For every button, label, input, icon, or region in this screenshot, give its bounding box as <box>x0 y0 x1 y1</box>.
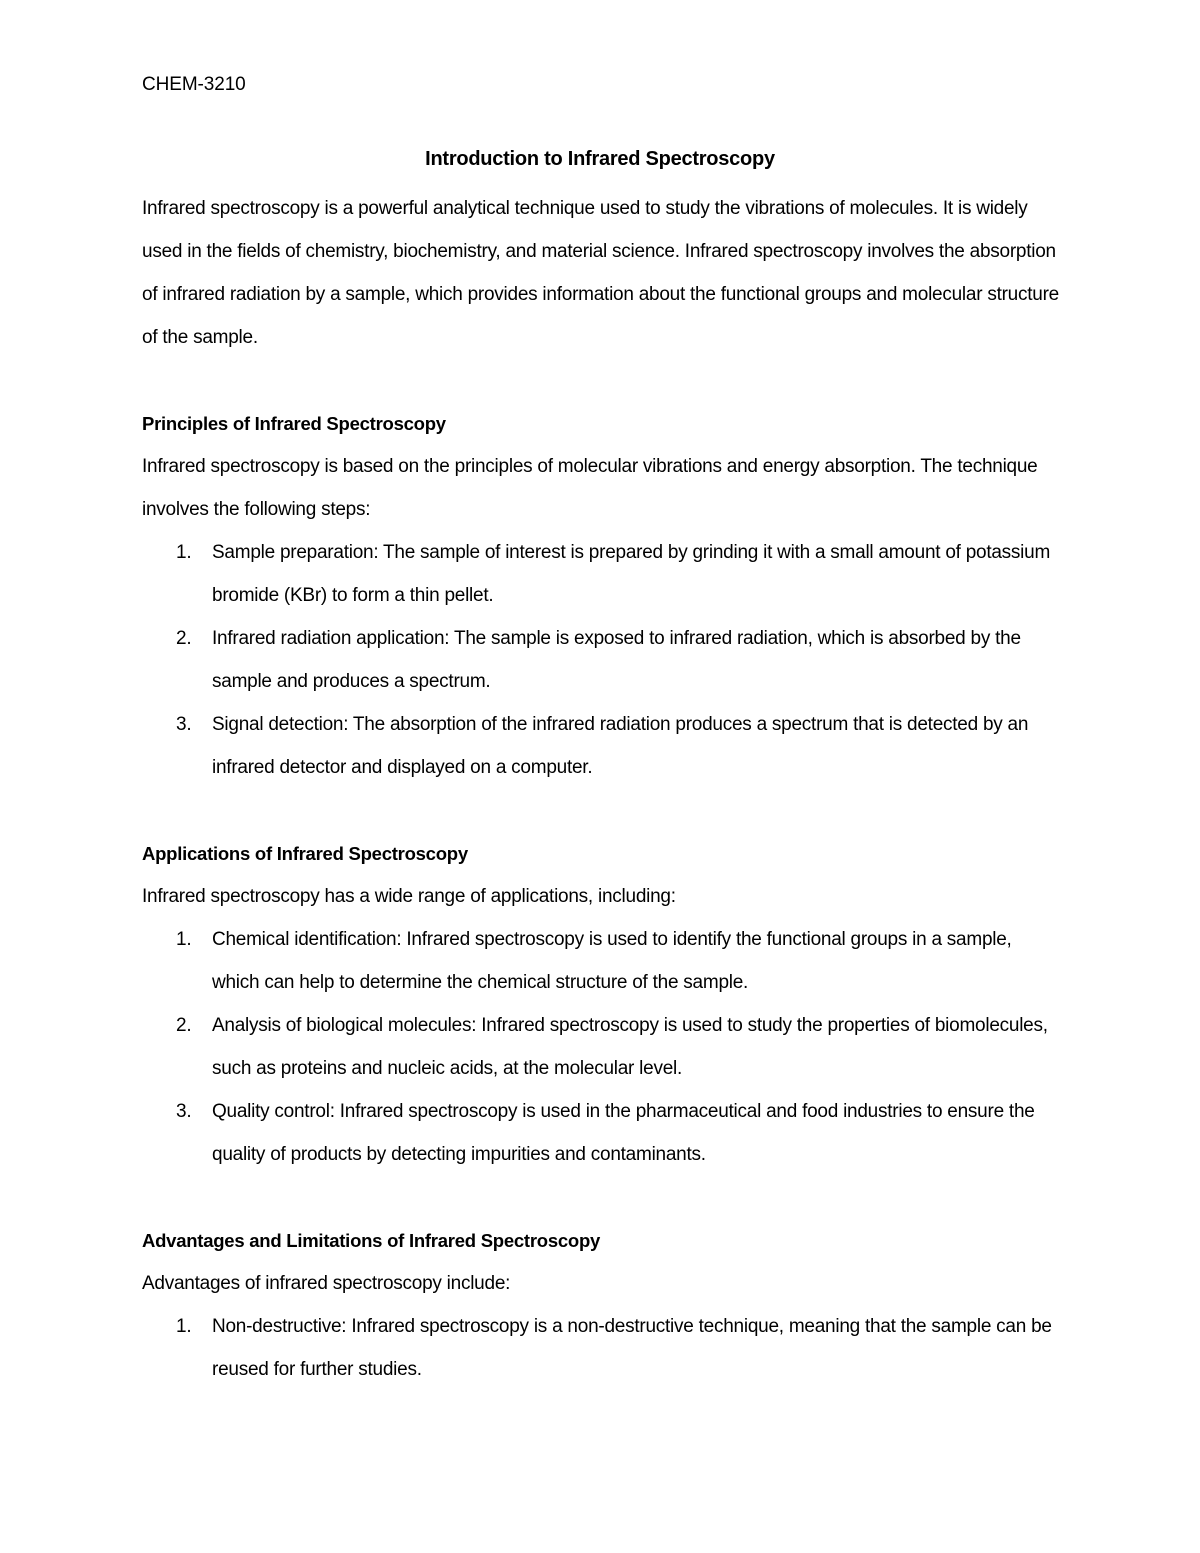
list-item-text: Analysis of biological molecules: Infrared spectroscopy is used to study the properties of biomolecules, such as proteins and nucleic acids, at the molecular level. <box>212 1015 1048 1079</box>
section-heading: Advantages and Limitations of Infrared Spectroscopy <box>142 1230 601 1251</box>
list-item <box>142 531 1062 617</box>
section-heading: Principles of Infrared Spectroscopy <box>142 413 446 434</box>
list-item-text: Quality control: Infrared spectroscopy is used in the pharmaceutical and food industries to ensure the quality of products by detecting impurities and contaminants. <box>212 1101 1035 1165</box>
intro-paragraph: Infrared spectroscopy is a powerful analytical technique used to study the vibrations of molecules. It is widely used in the fields of chemistry, biochemistry, and material science. Infrared spectroscopy involves the absorption of infrared radiation by a sample, which provides information about the functional groups and molecular structure of the sample. <box>142 198 1059 348</box>
paragraph-spacer <box>142 359 1062 402</box>
numbered-list <box>142 1305 1062 1391</box>
list-item <box>142 617 1062 703</box>
list-number: 2. <box>176 1015 192 1036</box>
section-advantages-limitations <box>142 1219 1062 1391</box>
list-number: 1. <box>176 542 192 563</box>
numbered-list <box>142 531 1062 789</box>
document-body <box>142 144 1062 1391</box>
section-principles <box>142 402 1062 789</box>
section-applications <box>142 832 1062 1176</box>
section-heading: Applications of Infrared Spectroscopy <box>142 843 468 864</box>
list-number: 1. <box>176 929 192 950</box>
section-text: Infrared spectroscopy has a wide range of applications, including: <box>142 886 676 907</box>
list-item-text: Non-destructive: Infrared spectroscopy is a non-destructive technique, meaning that the sample can be reused for further studies. <box>212 1316 1052 1380</box>
list-number: 1. <box>176 1316 192 1337</box>
list-item <box>142 1305 1062 1391</box>
list-item <box>142 703 1062 789</box>
course-code: CHEM-3210 <box>142 74 246 95</box>
document-title: Introduction to Infrared Spectroscopy <box>425 148 775 170</box>
list-item-text: Infrared radiation application: The sample is exposed to infrared radiation, which is absorbed by the sample and produces a spectrum. <box>212 628 1021 692</box>
list-item <box>142 1004 1062 1090</box>
list-number: 2. <box>176 628 192 649</box>
section-text: Advantages of infrared spectroscopy include: <box>142 1273 511 1294</box>
list-number: 3. <box>176 714 192 735</box>
list-number: 3. <box>176 1101 192 1122</box>
section-text: Infrared spectroscopy is based on the principles of molecular vibrations and energy absorption. The technique involves the following steps: <box>142 456 1038 520</box>
paragraph-spacer <box>142 789 1062 832</box>
list-item <box>142 1090 1062 1176</box>
list-item-text: Signal detection: The absorption of the infrared radiation produces a spectrum that is detected by an infrared detector and displayed on a computer. <box>212 714 1029 778</box>
list-item-text: Sample preparation: The sample of interest is prepared by grinding it with a small amount of potassium bromide (KBr) to form a thin pellet. <box>212 542 1051 606</box>
numbered-list <box>142 918 1062 1176</box>
paragraph-spacer <box>142 1176 1062 1219</box>
list-item-text: Chemical identification: Infrared spectroscopy is used to identify the functional groups in a sample, which can help to determine the chemical structure of the sample. <box>212 929 1012 993</box>
list-item <box>142 918 1062 1004</box>
